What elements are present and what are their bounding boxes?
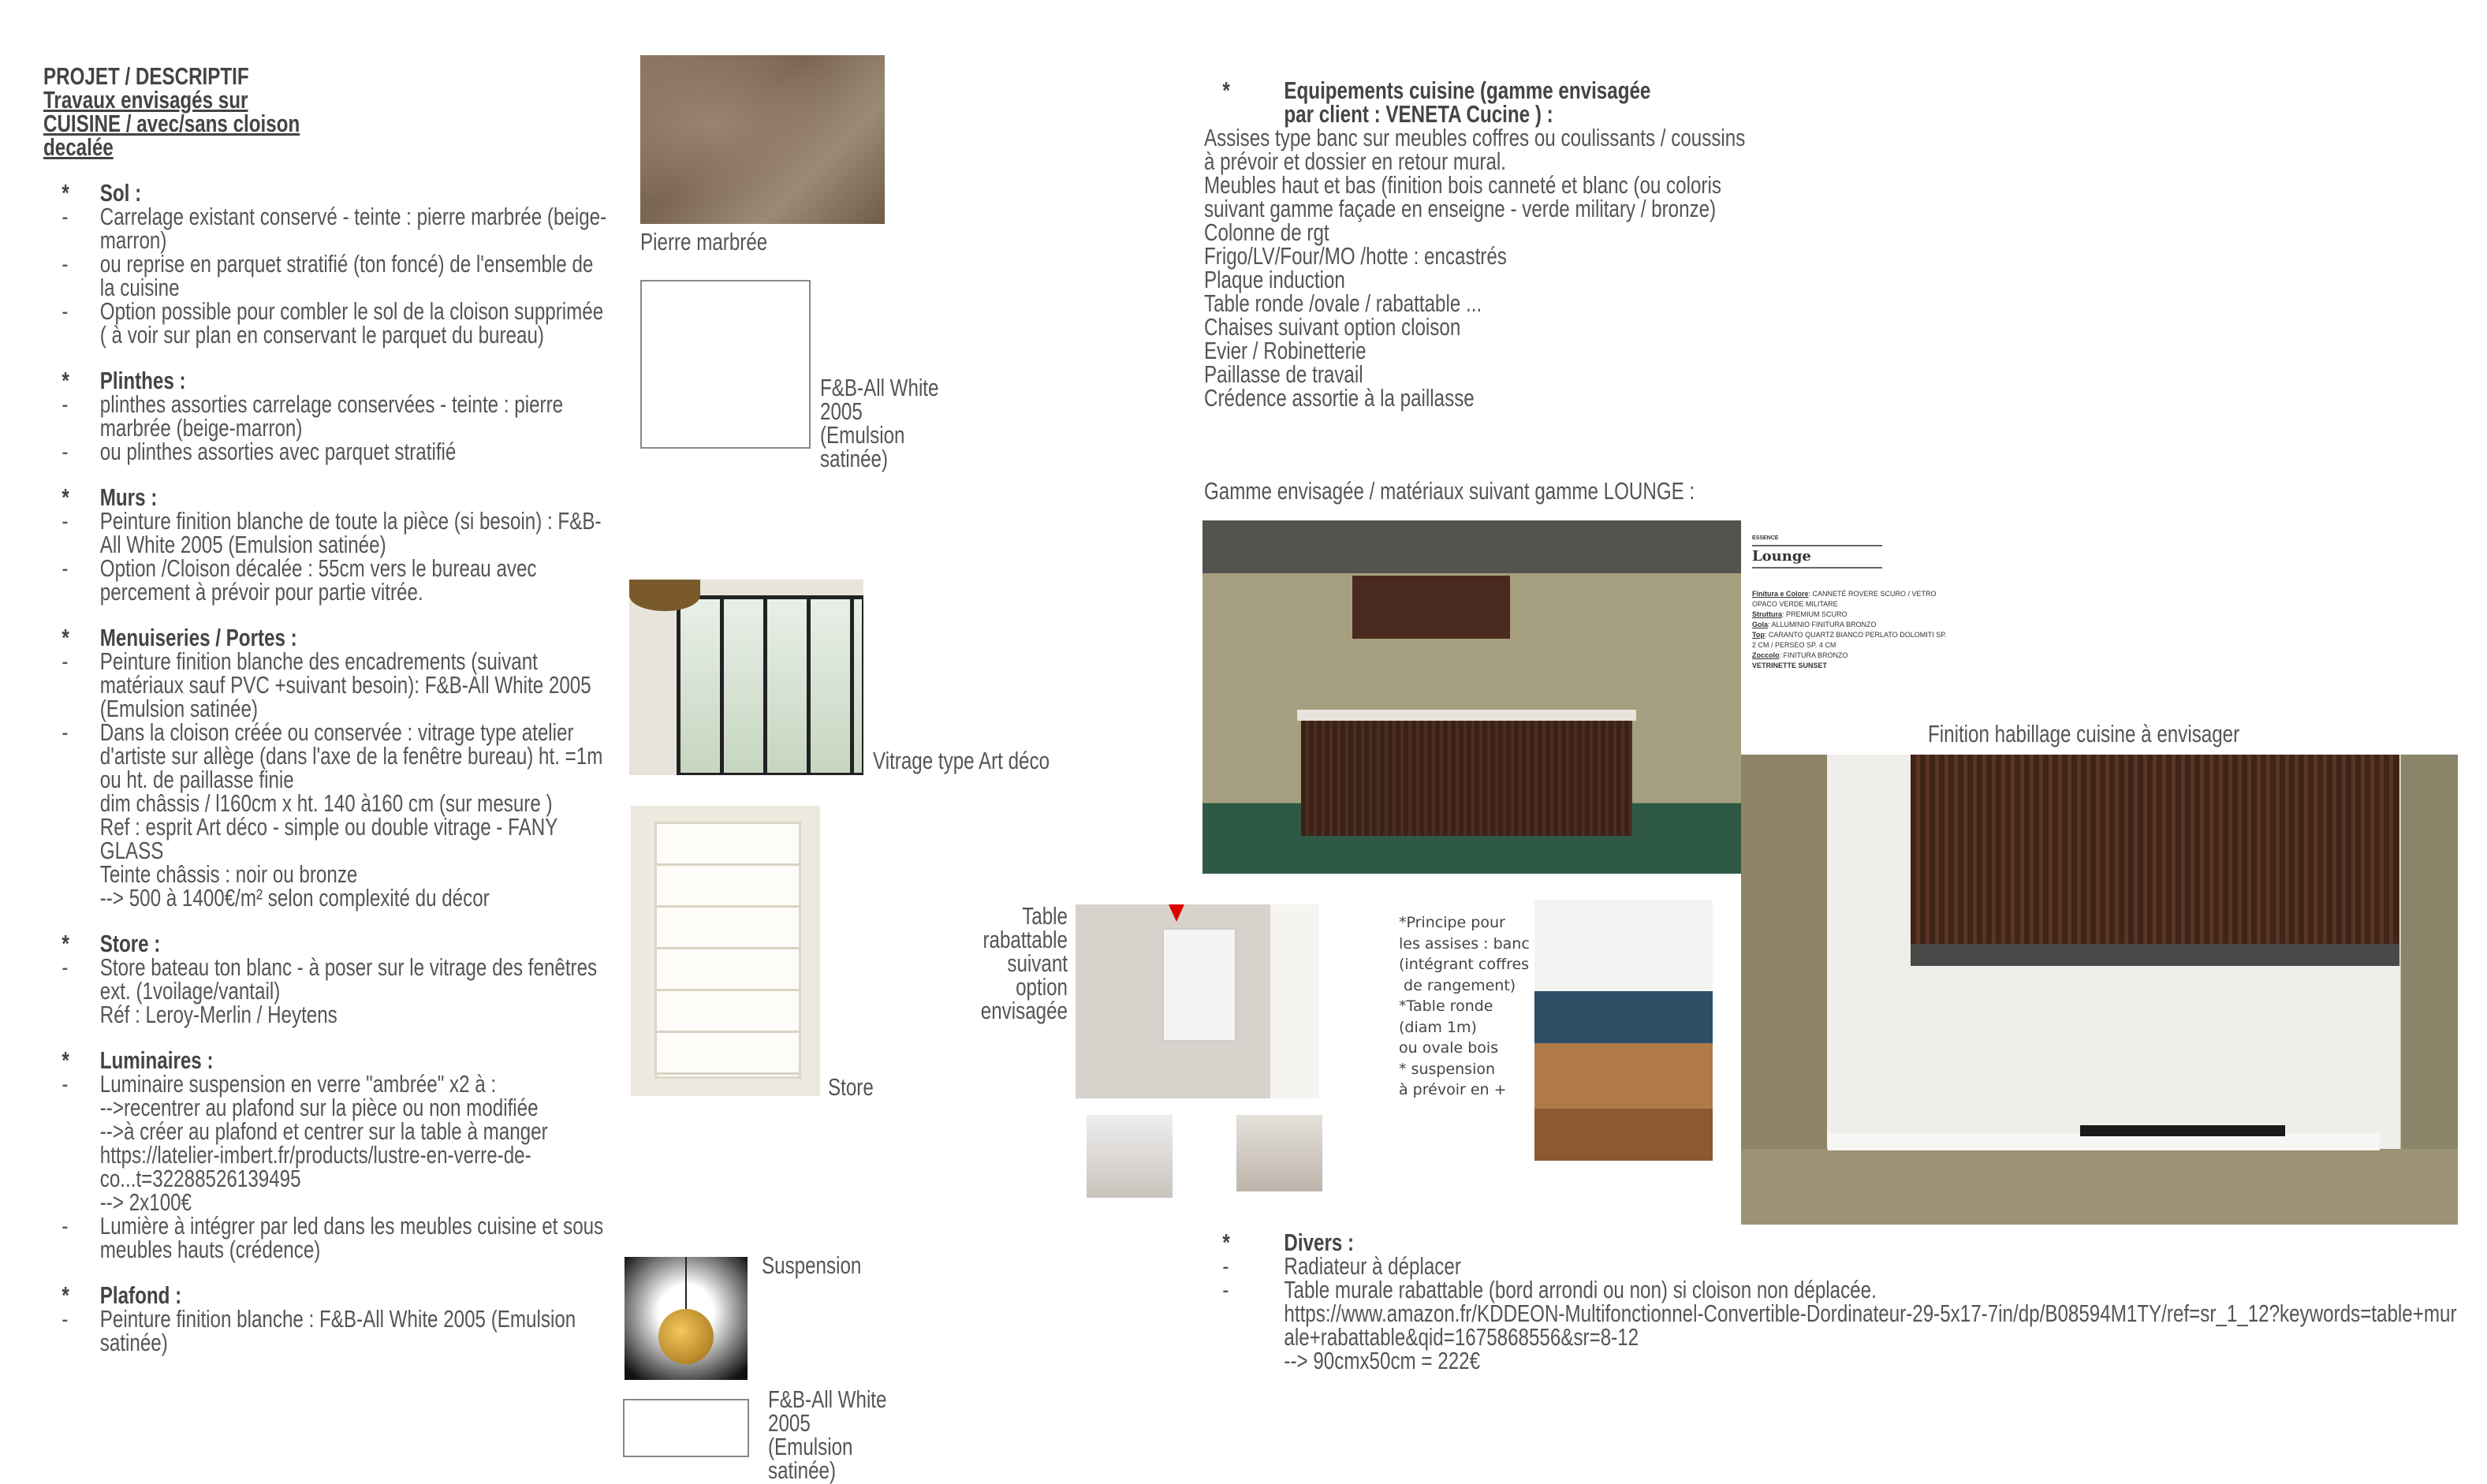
spec-value: : PREMIUM SCURO: [1782, 610, 1848, 618]
list-item: [1204, 1278, 2465, 1302]
dash-mark: [43, 792, 100, 815]
dash-mark: -: [62, 507, 69, 535]
section-heading-row: [43, 483, 610, 511]
item-text: --> 90cmx50cm = 222€: [1284, 1347, 1481, 1374]
spec-value: : ALLUMINIO FINITURA BRONZO: [1768, 621, 1877, 628]
project-title: PROJET / DESCRIPTIF: [43, 62, 249, 90]
section-heading-row: [43, 626, 610, 650]
lounge-brand: ESSENCE: [1752, 533, 1882, 546]
list-item: [43, 390, 610, 442]
spec-value: : FINITURA BRONZO: [1779, 651, 1848, 659]
dash-mark: -: [62, 203, 69, 230]
item-text: Table murale rabattable (bord arrondi ou non) si cloison non déplacée.: [1284, 1276, 1877, 1303]
equipment-item: Crédence assortie à la paillasse: [1204, 384, 1475, 412]
spec-key: Zoccolo: [1752, 651, 1780, 659]
item-text: https://www.amazon.fr/KDDEON-Multifonctionnel-Convertible-Dordinateur-29-5x17-7in/dp/B08594M1TY/ref=sr_1_12?keywords=table+murale+rabattable&qid=1675868556&sr=8-12: [1284, 1299, 2457, 1351]
section: [43, 1046, 610, 1263]
dash-mark: [1204, 1349, 1284, 1373]
list-item: [43, 1117, 610, 1145]
list-item: [1204, 1299, 2465, 1351]
item-text: Option /Cloison décalée : 55cm vers le bureau avec percement à prévoir pour partie vitrée.: [99, 554, 537, 606]
range-label: Gamme envisagée / matériaux suivant gamme LOUNGE :: [1204, 477, 1695, 505]
section-heading-row: [43, 1281, 610, 1309]
lounge-title: Lounge: [1752, 546, 1882, 569]
left-description: [43, 62, 610, 1356]
dash-mark: -: [62, 438, 69, 465]
list-item: [43, 205, 610, 252]
dash-mark: [43, 863, 100, 886]
equipment-item: Chaises suivant option cloison: [1204, 313, 1461, 341]
item-text: Peinture finition blanche : F&B-All White 2005 (Emulsion satinée): [99, 1305, 576, 1356]
list-item: [43, 1003, 610, 1027]
dash-mark: [43, 886, 100, 910]
dash-mark: -: [62, 647, 69, 675]
spec-value: : CANNETÉ ROVERE SCURO / VETRO OPACO VERDE MILITARE: [1752, 590, 1937, 608]
list-item: [43, 647, 610, 722]
paint-label-1: F&B-All White 2005 (Emulsion satinée): [820, 374, 939, 472]
spec-line: [1752, 620, 1949, 630]
item-text: Peinture finition blanche des encadrements (suivant matériaux sauf PVC +suivant besoin): F&B-All White 2005 (Emulsion satinée): [99, 647, 591, 722]
section: [43, 932, 610, 1027]
section-heading: Plafond :: [99, 1281, 182, 1309]
dash-mark: -: [1222, 1252, 1229, 1280]
sections: [43, 181, 610, 1355]
list-item: [1204, 1349, 2465, 1373]
list-item: [43, 1307, 610, 1355]
item-text: Peinture finition blanche de toute la pièce (si besoin) : F&B-All White 2005 (Emulsion satinée): [99, 507, 602, 558]
stone-label: Pierre marbrée: [640, 228, 768, 255]
item-text: ou reprise en parquet stratifié (ton foncé) de l'ensemble de la cuisine: [99, 250, 594, 301]
section-heading-row: [43, 932, 610, 956]
dash-mark: [43, 1003, 100, 1027]
dash-mark: -: [62, 554, 69, 582]
item-text: Dans la cloison créée ou conservée : vitrage type atelier d'artiste sur allège (dans l'axe de la fenêtre bureau) ht. =1m ou ht. de paillasse finie: [99, 718, 603, 793]
item-text: -->recentrer au plafond sur la pièce ou non modifiée: [99, 1094, 539, 1121]
note-line: les assises : banc: [1399, 934, 1530, 953]
stone-sample-image: [640, 55, 885, 224]
spec-key: Struttura: [1752, 610, 1782, 618]
item-text: https://latelier-imbert.fr/products/lustre-en-verre-de-co...t=32288526139495: [99, 1141, 531, 1192]
list-item: [43, 440, 610, 464]
dash-mark: -: [62, 1305, 69, 1333]
section-heading: Murs :: [99, 483, 158, 511]
item-text: Store bateau ton blanc - à poser sur le vitrage des fenêtres ext. (1voilage/vantail): [99, 953, 598, 1005]
note-line: à prévoir en +: [1399, 1081, 1507, 1098]
item-text: --> 2x100€: [99, 1188, 192, 1216]
bullet: *: [62, 1046, 69, 1074]
finish-label: Finition habillage cuisine à envisager: [1928, 720, 2240, 748]
equipment-item: Meubles haut et bas (finition bois canneté et blanc (ou coloris suivant gamme façade en enseigne - verde military / bronze): [1204, 171, 1721, 222]
section: [43, 369, 610, 464]
list-item: [43, 554, 610, 606]
dash-mark: [43, 1096, 100, 1120]
spec-key: Top: [1752, 631, 1765, 639]
equipment-item: Frigo/LV/Four/MO /hotte : encastrés: [1204, 242, 1507, 270]
note-line: *Table ronde: [1399, 997, 1493, 1015]
misc-heading: Divers :: [1284, 1229, 1355, 1256]
dash-mark: [43, 1191, 100, 1214]
list-item: [43, 1143, 610, 1191]
equipment-list: [1204, 126, 1758, 410]
list-item: [43, 718, 610, 793]
bullet: *: [62, 483, 69, 511]
equipment-item: Assises type banc sur meubles coffres ou coulissants / coussins à prévoir et dossier en retour mural.: [1204, 124, 1746, 175]
list-item: [43, 886, 610, 910]
equipment-item: Table ronde /ovale / rabattable ...: [1204, 289, 1482, 317]
dash-mark: -: [62, 250, 69, 278]
list-item: [1204, 1252, 2465, 1280]
item-text: Option possible pour combler le sol de la cloison supprimée ( à voir sur plan en conservant le parquet du bureau): [99, 297, 604, 349]
list-item: [43, 1096, 610, 1120]
list-item: [43, 1188, 610, 1216]
list-item: [43, 860, 610, 888]
dash-mark: [43, 815, 100, 863]
paint-label-2: F&B-All White 2005 (Emulsion satinée): [768, 1385, 887, 1484]
spec-value: : CARANTO QUARTZ BIANCO PERLATO DOLOMITI SP. 2 CM / PERSEO SP. 4 CM: [1752, 631, 1947, 649]
list-item: [43, 1072, 610, 1096]
section-heading-row: [43, 181, 610, 205]
glazing-label: Vitrage type Art déco: [873, 747, 1050, 774]
section-heading-row: [43, 1046, 610, 1074]
art-deco-glazing-image: [629, 580, 863, 775]
spec-line: [1752, 651, 1949, 661]
dash-mark: -: [62, 718, 69, 746]
project-subtitle: Travaux envisagés sur CUISINE / avec/sans cloison decalée: [43, 86, 300, 161]
dining-nook-image: [1534, 900, 1713, 1161]
store-label: Store: [828, 1073, 874, 1101]
note-line: de rangement): [1399, 976, 1516, 994]
list-item: [43, 953, 610, 1005]
item-text: --> 500 à 1400€/m² selon complexité du décor: [99, 884, 490, 912]
spec-line: [1752, 589, 1949, 610]
pendant-light-image: [625, 1257, 748, 1380]
equipment-heading: Equipements cuisine (gamme envisagée par client : VENETA Cucine ) :: [1284, 76, 1651, 128]
spec-key: Finitura e Colore: [1752, 590, 1809, 598]
section-heading-row: [43, 369, 610, 393]
dash-mark: -: [62, 1070, 69, 1098]
dash-mark: -: [62, 390, 69, 418]
section-heading: Store :: [99, 930, 161, 957]
seating-principle-note: [1399, 912, 1530, 1101]
bullet: *: [62, 930, 69, 957]
list-item: [43, 815, 610, 863]
roman-blind-image: [631, 806, 820, 1096]
spec-key: Gola: [1752, 621, 1769, 628]
bullet: *: [62, 367, 69, 394]
item-text: Teinte châssis : noir ou bronze: [99, 860, 358, 888]
equipment-item: Paillasse de travail: [1204, 360, 1363, 388]
dash-mark: -: [62, 297, 69, 325]
item-text: ou plinthes assorties avec parquet stratifié: [99, 438, 457, 465]
section: [43, 1281, 610, 1356]
equipment-item: Plaque induction: [1204, 266, 1345, 293]
table-label: Table rabattable suivant option envisagée: [980, 902, 1068, 1024]
misc-section: * Divers : - Radiateur à déplacer - Table murale rabattable (bord arrondi ou non) si cloison non déplacée. https://www.amazon.fr/KDDEON-Multifonctionnel-Convertible-Dordinateur-29-5x17-7in/dp/B08594M1TY/ref=sr_1_12?keywords=table+murale+rabattable&qid=1675868556&sr=8-12 --> 90cmx50cm = 222€: [1204, 1231, 2465, 1373]
section: [43, 626, 610, 910]
spec-line: [1752, 630, 1949, 651]
note-line: (intégrant coffres: [1399, 956, 1530, 973]
lounge-footer: VETRINETTE SUNSET: [1752, 662, 1828, 669]
item-text: Réf : Leroy-Merlin / Heytens: [99, 1001, 337, 1028]
item-text: Luminaire suspension en verre "ambrée" x2 à :: [99, 1070, 497, 1098]
section-heading: Menuiseries / Portes :: [99, 624, 297, 651]
item-text: dim châssis / l160cm x ht. 140 à160 cm (sur mesure ): [99, 789, 553, 817]
list-item: [43, 297, 610, 349]
note-line: * suspension: [1399, 1060, 1496, 1078]
bullet: *: [62, 179, 69, 207]
dash-mark: [43, 1120, 100, 1143]
suspension-label: Suspension: [762, 1251, 862, 1279]
item-text: -->à créer au plafond et centrer sur la table à manger: [99, 1117, 548, 1145]
item-text: Lumière à intégrer par led dans les meubles cuisine et sous meubles hauts (crédence): [99, 1212, 604, 1263]
item-text: Radiateur à déplacer: [1284, 1252, 1461, 1280]
note-line: (diam 1m): [1399, 1018, 1477, 1036]
list-item: [43, 252, 610, 300]
note-line: ou ovale bois: [1399, 1039, 1499, 1057]
note-line: *Principe pour: [1399, 914, 1505, 931]
paint-swatch-1: [640, 280, 811, 449]
section: [43, 483, 610, 606]
dash-mark: [43, 1143, 100, 1191]
item-text: Ref : esprit Art déco - simple ou double vitrage - FANY GLASS: [99, 813, 557, 864]
equipment-section: * Equipements cuisine (gamme envisagée par client : VENETA Cucine ) : Assises type banc sur meubles coffres ou coulissants / coussins à prévoir et dossier en retour mural. Meubles haut et bas (finition bois canneté et blanc (ou coloris suivant gamme façade en enseigne - verde military / bronze) Colonne de rgt Frigo/LV/Four/MO /hotte : encastrés Plaque induction Table ronde /ovale / rabattable ... Chaises suivant option cloison Evier / Robinetterie Paillasse de travail Crédence assortie à la paillasse: [1204, 79, 1758, 410]
list-item: [43, 789, 610, 817]
spec-line: [1752, 610, 1949, 620]
dash-mark: -: [62, 953, 69, 981]
misc-list: [1204, 1252, 2465, 1374]
kitchen-range-photo: [1202, 520, 1741, 874]
equipment-item: Evier / Robinetterie: [1204, 337, 1367, 364]
kitchen-finish-photo: [1741, 755, 2458, 1225]
table-thumb-2: [1236, 1115, 1322, 1191]
equipment-item: Colonne de rgt: [1204, 218, 1329, 246]
dash-mark: -: [1222, 1276, 1229, 1303]
dash-mark: [1204, 1302, 1284, 1349]
item-text: Carrelage existant conservé - teinte : pierre marbrée (beige-marron): [99, 203, 607, 254]
section: [43, 181, 610, 347]
item-text: plinthes assorties carrelage conservées - teinte : pierre marbrée (beige-marron): [99, 390, 564, 442]
section-heading: Plinthes :: [99, 367, 186, 394]
list-item: [43, 509, 610, 557]
section-heading: Luminaires :: [99, 1046, 214, 1074]
folding-table-image: [1076, 904, 1319, 1098]
section-heading: Sol :: [99, 179, 142, 207]
dash-mark: -: [62, 1212, 69, 1240]
list-item: [43, 1214, 610, 1262]
bullet: *: [62, 624, 69, 651]
bullet: *: [62, 1281, 69, 1309]
lounge-spec-card: [1752, 533, 1949, 671]
table-thumb-1: [1087, 1115, 1173, 1198]
paint-swatch-2: [623, 1399, 749, 1457]
